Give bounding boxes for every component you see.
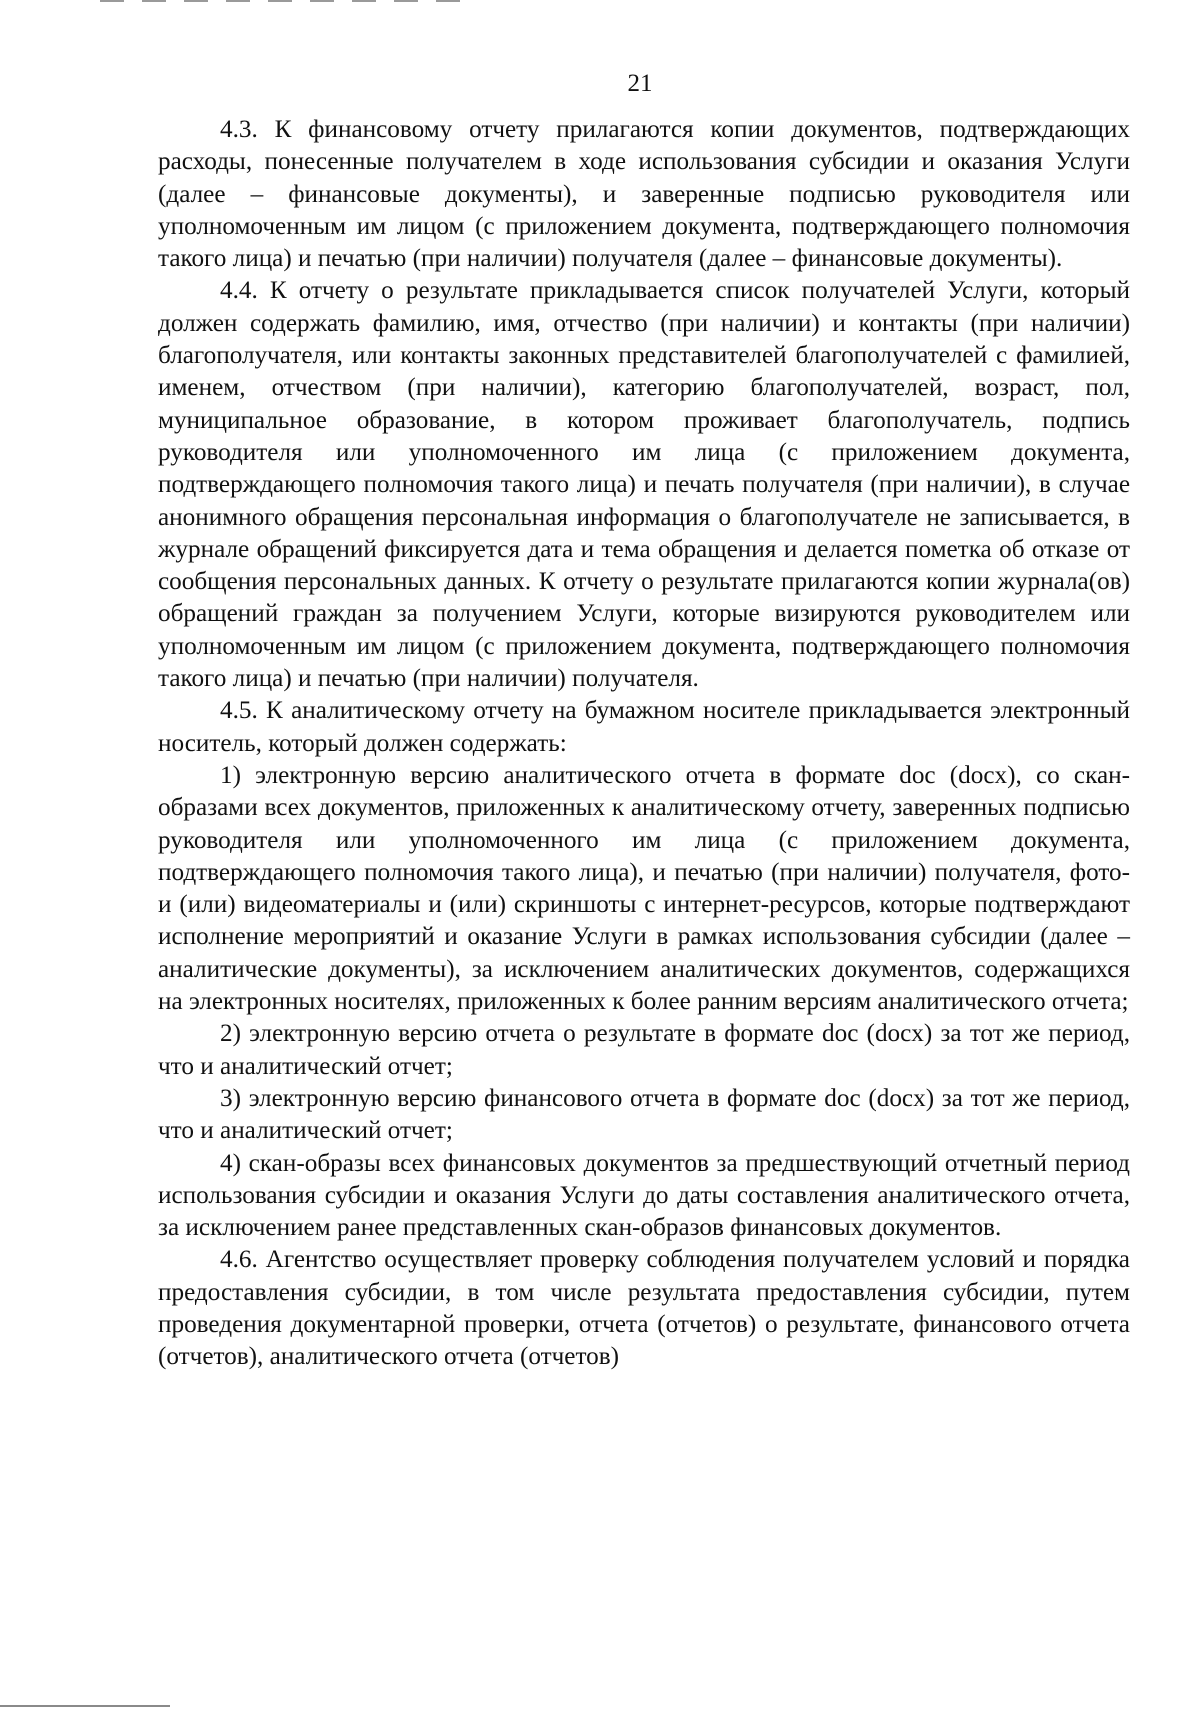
scan-edge-mark-top bbox=[100, 0, 460, 2]
paragraph-4-6: 4.6. Агентство осуществляет проверку соблюдения получателем условий и порядка предоставления субсидии, в том числе результата предоставления субсидии, путем проведения документарной проверки, отчета (отчетов) о результате, финансового отчета (отчетов), аналитического отчета (отчетов) bbox=[158, 1246, 1130, 1371]
paragraph-4-5: 4.5. К аналитическому отчету на бумажном носителе прикладывается электронный носитель, который должен содержать: bbox=[158, 697, 1130, 757]
paragraph-4-3: 4.3. К финансовому отчету прилагаются копии документов, подтверждающих расходы, понесенные получателем в ходе использования субсидии и оказания Услуги (далее – финансовые документы), и заверенные подписью руководителя или уполномоченным им лицом (с приложением документа, подтверждающего полномочия такого лица) и печатью (при наличии) получателя (далее – финансовые документы). bbox=[158, 116, 1130, 273]
list-item-2: 2) электронную версию отчета о результате в формате doc (docx) за тот же период, что и аналитический отчет; bbox=[158, 1020, 1130, 1080]
page-number: 21 bbox=[627, 70, 653, 97]
list-item-4: 4) скан-образы всех финансовых документов за предшествующий отчетный период использования субсидии и оказания Услуги до даты составления аналитического отчета, за исключением ранее представленных скан-образов финансовых документов. bbox=[158, 1149, 1130, 1242]
list-item-3: 3) электронную версию финансового отчета в формате doc (docx) за тот же период, что и аналитический отчет; bbox=[158, 1084, 1130, 1145]
document-body bbox=[158, 114, 1130, 1374]
list-item-1: 1) электронную версию аналитического отчета в формате doc (docx), со скан-образами всех документов, приложенных к аналитическому отчету, заверенных подписью руководителя или уполномоченного им лица (с приложением документа, подтверждающего полномочия такого лица), и печатью (при наличии) получателя, фото- и (или) видеоматериалы и (или) скриншоты с интернет-ресурсов, которые подтверждают исполнение мероприятий и оказание Услуги в рамках использования субсидии (далее – аналитические документы), за исключением аналитических документов, содержащихся на электронных носителях, приложенных к более ранним версиям аналитического отчета; bbox=[158, 761, 1130, 1016]
scan-edge-mark-bottom bbox=[0, 1705, 170, 1707]
paragraph-4-4: 4.4. К отчету о результате прикладывается список получателей Услуги, который должен содержать фамилию, имя, отчество (при наличии) и контакты (при наличии) благополучателя, или контакты законных представителей благополучателей с фамилией, именем, отчеством (при наличии), категорию благополучателей, возраст, пол, муниципальное образование, в котором проживает благополучатель, подпись руководителя или уполномоченного им лица (с приложением документа, подтверждающего полномочия такого лица) и печать получателя (при наличии), в случае анонимного обращения персональная информация о благополучателе не записывается, в журнале обращений фиксируется дата и тема обращения и делается пометка об отказе от сообщения персональных данных. К отчету о результате прилагаются копии журнала(ов) обращений граждан за получением Услуги, которые визируются руководителем или уполномоченным им лицом (с приложением документа, подтверждающего полномочия такого лица) и печатью (при наличии) получателя. bbox=[158, 277, 1130, 693]
